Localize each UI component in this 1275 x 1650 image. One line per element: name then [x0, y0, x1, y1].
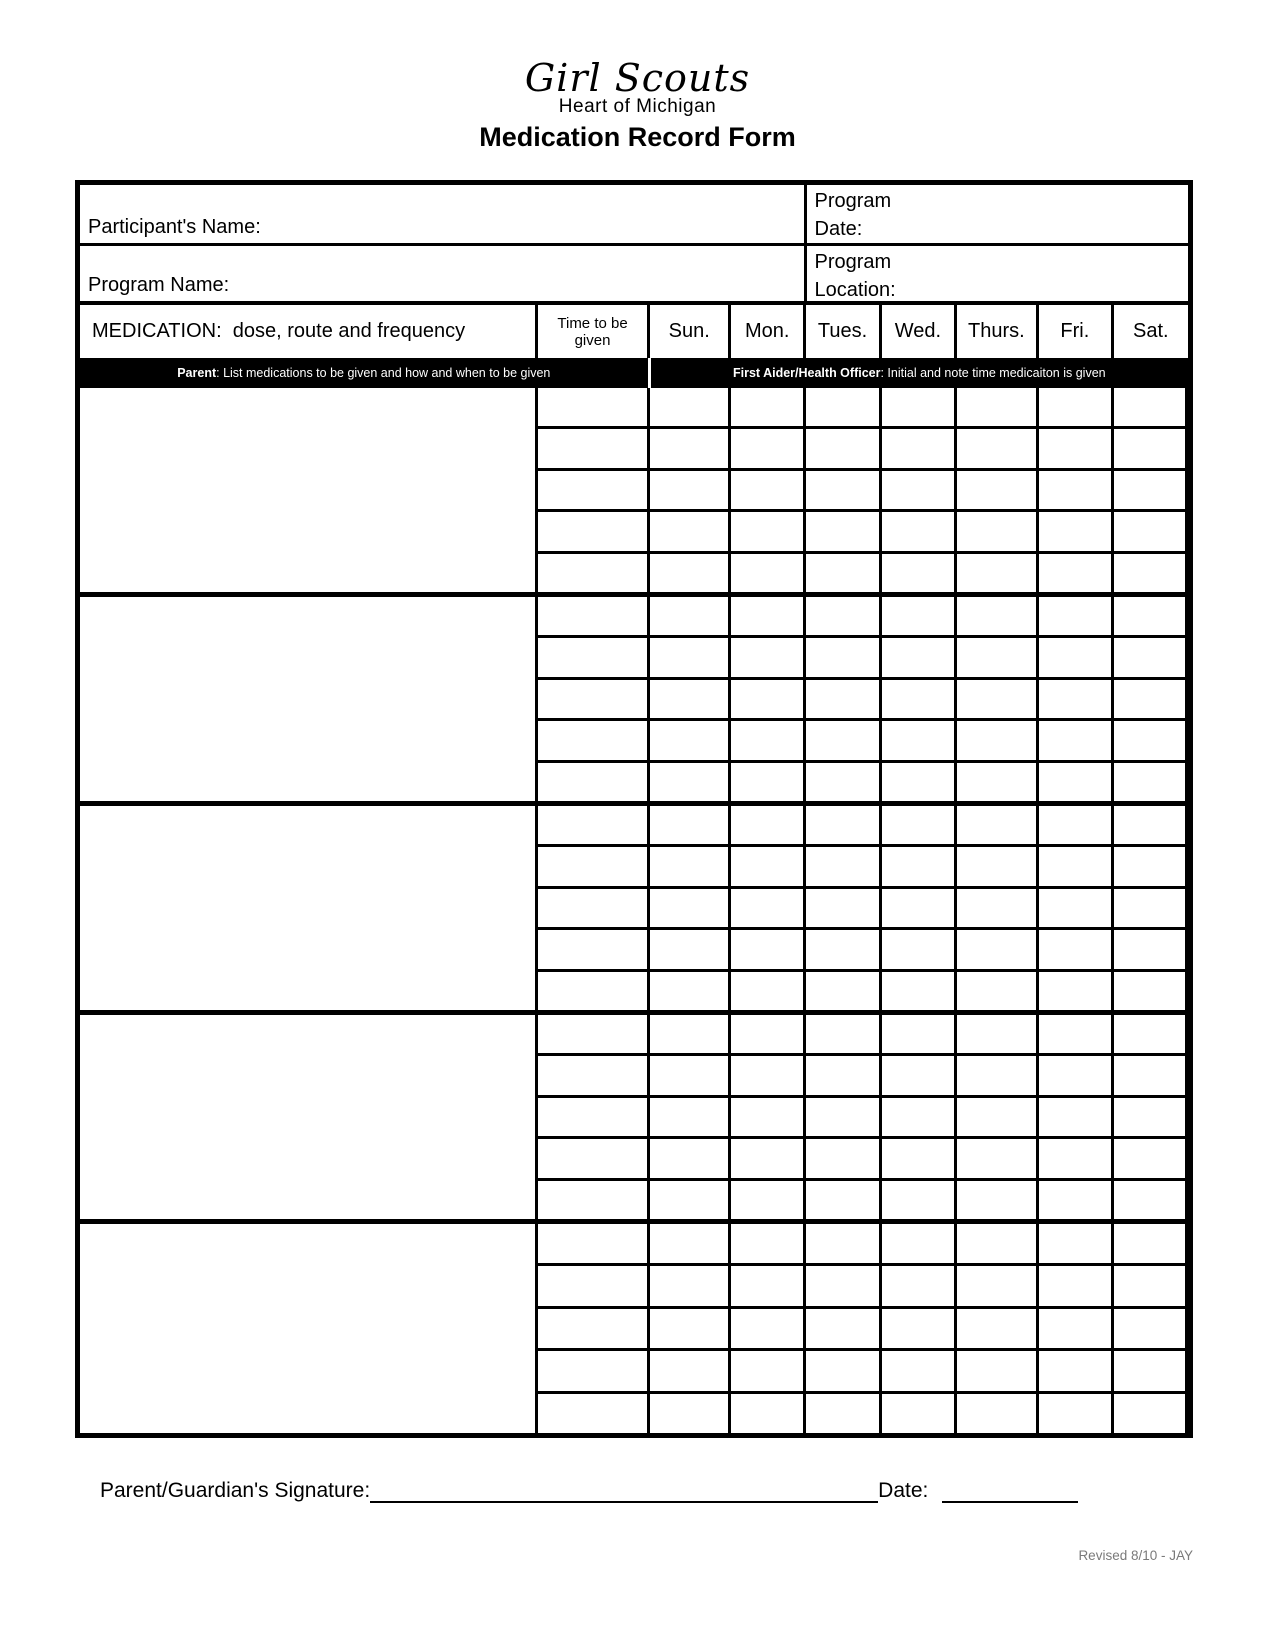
time-given-cell[interactable] [538, 1056, 650, 1094]
initial-cell-wed[interactable] [882, 930, 956, 968]
initial-cell-sun[interactable] [650, 847, 732, 885]
initial-cell-fri[interactable] [1039, 1056, 1113, 1094]
dose-rows-wrap [538, 388, 1188, 592]
initial-cell-thurs[interactable] [957, 1224, 1040, 1263]
time-given-cell[interactable] [538, 1266, 650, 1305]
time-given-cell[interactable] [538, 471, 650, 509]
initial-cell-wed[interactable] [882, 1394, 956, 1433]
initial-cell-thurs[interactable] [957, 680, 1040, 718]
initial-cell-sat[interactable] [1114, 806, 1188, 844]
initial-cell-tues[interactable] [806, 638, 882, 676]
dose-row [538, 1015, 1188, 1056]
initial-cell-fri[interactable] [1039, 1351, 1113, 1390]
time-given-cell[interactable] [538, 1098, 650, 1136]
initial-cell-sat[interactable] [1114, 680, 1188, 718]
initial-cell-tues[interactable] [806, 388, 882, 426]
initial-cell-tues[interactable] [806, 930, 882, 968]
initial-cell-mon[interactable] [731, 1309, 805, 1348]
initial-cell-mon[interactable] [731, 1394, 805, 1433]
initial-cell-sun[interactable] [650, 972, 732, 1010]
initial-cell-thurs[interactable] [957, 1394, 1040, 1433]
medication-group-3 [80, 806, 1188, 1015]
initial-cell-tues[interactable] [806, 1309, 882, 1348]
initial-cell-sun[interactable] [650, 763, 732, 801]
initial-cell-tues[interactable] [806, 763, 882, 801]
initial-cell-thurs[interactable] [957, 1266, 1040, 1305]
initial-cell-fri[interactable] [1039, 1139, 1113, 1177]
initial-cell-tues[interactable] [806, 721, 882, 759]
dose-row [538, 721, 1188, 762]
initial-cell-sat[interactable] [1114, 1015, 1188, 1053]
medication-group-1 [80, 388, 1188, 597]
participant-name-label: Participant's Name: [88, 216, 261, 238]
initial-cell-mon[interactable] [731, 1224, 805, 1263]
initial-cell-sat[interactable] [1114, 554, 1188, 592]
initial-cell-wed[interactable] [882, 721, 956, 759]
initial-cell-tues[interactable] [806, 512, 882, 550]
program-location-label-line2: Location: [814, 279, 896, 301]
initial-cell-tues[interactable] [806, 1098, 882, 1136]
dose-row [538, 680, 1188, 721]
initial-cell-thurs[interactable] [957, 889, 1040, 927]
initial-cell-sun[interactable] [650, 1394, 732, 1433]
initial-cell-sat[interactable] [1114, 429, 1188, 467]
instruction-bar [80, 358, 1188, 388]
time-given-cell[interactable] [538, 554, 650, 592]
initial-cell-sun[interactable] [650, 1139, 732, 1177]
time-given-cell[interactable] [538, 763, 650, 801]
initial-cell-wed[interactable] [882, 1181, 956, 1219]
initial-cell-wed[interactable] [882, 806, 956, 844]
initial-cell-fri[interactable] [1039, 1224, 1113, 1263]
medication-table [75, 180, 1193, 1438]
initial-cell-wed[interactable] [882, 1098, 956, 1136]
initial-cell-fri[interactable] [1039, 1309, 1113, 1348]
initial-cell-thurs[interactable] [957, 471, 1040, 509]
initial-cell-tues[interactable] [806, 1181, 882, 1219]
initial-cell-wed[interactable] [882, 1015, 956, 1053]
initial-cell-mon[interactable] [731, 763, 805, 801]
initial-cell-mon[interactable] [731, 1056, 805, 1094]
program-location-label-line1: Program [814, 251, 892, 273]
initial-cell-thurs[interactable] [957, 847, 1040, 885]
initial-cell-sat[interactable] [1114, 721, 1188, 759]
revision-note: Revised 8/10 - JAY [1078, 1548, 1193, 1563]
initial-cell-wed[interactable] [882, 763, 956, 801]
dose-row [538, 1224, 1188, 1266]
initial-cell-fri[interactable] [1039, 471, 1113, 509]
signature-line[interactable] [370, 1501, 878, 1503]
time-given-cell[interactable] [538, 597, 650, 635]
initial-cell-sun[interactable] [650, 1015, 732, 1053]
time-given-cell[interactable] [538, 930, 650, 968]
dose-row [538, 388, 1188, 429]
dose-row [538, 806, 1188, 847]
time-given-cell[interactable] [538, 388, 650, 426]
initial-cell-sat[interactable] [1114, 1098, 1188, 1136]
initial-cell-sun[interactable] [650, 429, 732, 467]
time-given-cell[interactable] [538, 721, 650, 759]
dose-row [538, 554, 1188, 592]
initial-cell-sun[interactable] [650, 1309, 732, 1348]
initial-cell-sat[interactable] [1114, 597, 1188, 635]
initial-cell-wed[interactable] [882, 889, 956, 927]
time-given-cell[interactable] [538, 806, 650, 844]
initial-cell-tues[interactable] [806, 1056, 882, 1094]
initial-cell-sat[interactable] [1114, 1309, 1188, 1348]
initial-cell-mon[interactable] [731, 512, 805, 550]
initial-cell-mon[interactable] [731, 972, 805, 1010]
initial-cell-sun[interactable] [650, 512, 732, 550]
initial-cell-sat[interactable] [1114, 763, 1188, 801]
day-header-tues: Tues. [806, 305, 882, 358]
time-given-cell[interactable] [538, 680, 650, 718]
program-location-field[interactable] [804, 246, 1188, 301]
time-given-cell[interactable] [538, 1394, 650, 1433]
initial-cell-tues[interactable] [806, 1394, 882, 1433]
day-header-mon: Mon. [731, 305, 805, 358]
program-date-field[interactable] [804, 185, 1188, 243]
initial-cell-thurs[interactable] [957, 1181, 1040, 1219]
initial-cell-thurs[interactable] [957, 763, 1040, 801]
initial-cell-fri[interactable] [1039, 638, 1113, 676]
medication-entry-cell[interactable] [80, 597, 538, 801]
medication-entry-cell[interactable] [80, 806, 538, 1010]
dose-row [538, 1139, 1188, 1180]
dose-row [538, 512, 1188, 553]
first-aider-instruction: First Aider/Health Officer : Initial and note time medicaiton is given [651, 358, 1188, 388]
initial-cell-tues[interactable] [806, 1266, 882, 1305]
initial-cell-tues[interactable] [806, 554, 882, 592]
initial-cell-sat[interactable] [1114, 1266, 1188, 1305]
initial-cell-wed[interactable] [882, 1351, 956, 1390]
initial-cell-fri[interactable] [1039, 972, 1113, 1010]
initial-cell-thurs[interactable] [957, 638, 1040, 676]
initial-cell-thurs[interactable] [957, 806, 1040, 844]
time-given-cell[interactable] [538, 1224, 650, 1263]
initial-cell-tues[interactable] [806, 1015, 882, 1053]
dose-row [538, 930, 1188, 971]
initial-cell-wed[interactable] [882, 554, 956, 592]
time-given-cell[interactable] [538, 972, 650, 1010]
day-header-sun: Sun. [650, 305, 732, 358]
time-given-cell[interactable] [538, 512, 650, 550]
medication-entry-cell[interactable] [80, 1224, 538, 1433]
medication-grid-body [80, 388, 1188, 1433]
initial-cell-tues[interactable] [806, 806, 882, 844]
medication-group-2 [80, 597, 1188, 806]
initial-cell-thurs[interactable] [957, 1098, 1040, 1136]
initial-cell-thurs[interactable] [957, 1015, 1040, 1053]
participant-row [80, 185, 1188, 246]
day-header-sat: Sat. [1132, 320, 1169, 342]
initial-cell-fri[interactable] [1039, 721, 1113, 759]
initial-cell-sun[interactable] [650, 721, 732, 759]
dose-row [538, 1351, 1188, 1393]
initial-cell-thurs[interactable] [957, 554, 1040, 592]
time-given-cell[interactable] [538, 1181, 650, 1219]
initial-cell-wed[interactable] [882, 1309, 956, 1348]
initial-cell-sun[interactable] [650, 1224, 732, 1263]
program-date-label-line2: Date: [814, 218, 863, 240]
medication-column-header: MEDICATION: dose, route and frequency [80, 305, 538, 358]
dose-row [538, 763, 1188, 801]
medication-group-4 [80, 1015, 1188, 1224]
girl-scouts-logo: Girl Scouts [524, 56, 751, 100]
initial-cell-wed[interactable] [882, 680, 956, 718]
day-header-fri: Fri. [1039, 305, 1113, 358]
signature-label: Parent/Guardian's Signature: [100, 1479, 371, 1502]
initial-cell-mon[interactable] [731, 1181, 805, 1219]
initial-cell-sun[interactable] [650, 889, 732, 927]
program-name-field[interactable] [80, 246, 804, 301]
time-given-cell[interactable] [538, 1351, 650, 1390]
initial-cell-fri[interactable] [1039, 388, 1113, 426]
initial-cell-sat[interactable] [1114, 1139, 1188, 1177]
program-row [80, 246, 1188, 305]
dose-row [538, 597, 1188, 638]
participant-name-field[interactable] [80, 185, 804, 243]
column-header-row [80, 305, 1188, 358]
initial-cell-thurs[interactable] [957, 1351, 1040, 1390]
logo-subtitle: Heart of Michigan [558, 96, 717, 117]
initial-cell-fri[interactable] [1039, 763, 1113, 801]
dose-row [538, 972, 1188, 1010]
initial-cell-fri[interactable] [1039, 1015, 1113, 1053]
initial-cell-sun[interactable] [650, 1181, 732, 1219]
dose-row [538, 847, 1188, 888]
initial-cell-thurs[interactable] [957, 1309, 1040, 1348]
initial-cell-mon[interactable] [731, 471, 805, 509]
initial-cell-sat[interactable] [1114, 471, 1188, 509]
initial-cell-sun[interactable] [650, 1098, 732, 1136]
dose-rows-wrap [538, 1224, 1188, 1433]
initial-cell-sat[interactable] [1114, 1181, 1188, 1219]
time-given-cell[interactable] [538, 889, 650, 927]
initial-cell-mon[interactable] [731, 680, 805, 718]
program-name-label: Program Name: [88, 274, 230, 296]
medication-entry-cell[interactable] [80, 388, 538, 592]
initial-cell-sat[interactable] [1114, 512, 1188, 550]
initial-cell-sat[interactable] [1114, 1394, 1188, 1433]
date-label: Date: [878, 1479, 929, 1502]
initial-cell-mon[interactable] [731, 889, 805, 927]
initial-cell-mon[interactable] [731, 930, 805, 968]
initial-cell-mon[interactable] [731, 1015, 805, 1053]
initial-cell-wed[interactable] [882, 388, 956, 426]
initial-cell-wed[interactable] [882, 1056, 956, 1094]
initial-cell-mon[interactable] [731, 597, 805, 635]
day-header-wed: Wed. [882, 305, 956, 358]
signature-row [100, 1478, 1160, 1504]
time-given-cell[interactable] [538, 1309, 650, 1348]
time-given-cell[interactable] [538, 847, 650, 885]
medication-group-5 [80, 1224, 1188, 1433]
time-given-cell[interactable] [538, 638, 650, 676]
initial-cell-sat[interactable] [1114, 972, 1188, 1010]
dose-row [538, 1266, 1188, 1308]
page-title: Medication Record Form [479, 122, 796, 152]
initial-cell-fri[interactable] [1039, 847, 1113, 885]
initial-cell-mon[interactable] [731, 638, 805, 676]
initial-cell-sun[interactable] [650, 554, 732, 592]
initial-cell-fri[interactable] [1039, 429, 1113, 467]
initial-cell-mon[interactable] [731, 721, 805, 759]
initial-cell-sat[interactable] [1114, 1056, 1188, 1094]
initial-cell-fri[interactable] [1039, 889, 1113, 927]
initial-cell-thurs[interactable] [957, 1056, 1040, 1094]
initial-cell-sun[interactable] [650, 597, 732, 635]
initial-cell-thurs[interactable] [957, 429, 1040, 467]
initial-cell-sun[interactable] [650, 680, 732, 718]
initial-cell-tues[interactable] [806, 471, 882, 509]
initial-cell-thurs[interactable] [957, 512, 1040, 550]
initial-cell-sun[interactable] [650, 1351, 732, 1390]
date-line[interactable] [942, 1501, 1078, 1503]
initial-cell-sat[interactable] [1114, 847, 1188, 885]
initial-cell-wed[interactable] [882, 471, 956, 509]
initial-cell-thurs[interactable] [957, 1139, 1040, 1177]
dose-row [538, 889, 1188, 930]
initial-cell-fri[interactable] [1039, 680, 1113, 718]
initial-cell-sun[interactable] [650, 1266, 732, 1305]
initial-cell-sat[interactable] [1114, 388, 1188, 426]
initial-cell-tues[interactable] [806, 1139, 882, 1177]
initial-cell-mon[interactable] [731, 1266, 805, 1305]
initial-cell-fri[interactable] [1039, 930, 1113, 968]
initial-cell-mon[interactable] [731, 1351, 805, 1390]
initial-cell-thurs[interactable] [957, 721, 1040, 759]
time-given-cell[interactable] [538, 1015, 650, 1053]
initial-cell-sun[interactable] [650, 388, 732, 426]
initial-cell-tues[interactable] [806, 847, 882, 885]
dose-row [538, 1309, 1188, 1351]
dose-rows-wrap [538, 806, 1188, 1010]
initial-cell-fri[interactable] [1039, 597, 1113, 635]
initial-cell-sat[interactable] [1114, 638, 1188, 676]
initial-cell-sat[interactable] [1114, 930, 1188, 968]
initial-cell-tues[interactable] [806, 597, 882, 635]
dose-row [538, 1181, 1188, 1219]
initial-cell-fri[interactable] [1039, 554, 1113, 592]
initial-cell-mon[interactable] [731, 1098, 805, 1136]
initial-cell-mon[interactable] [731, 1139, 805, 1177]
initial-cell-fri[interactable] [1039, 1181, 1113, 1219]
dose-row [538, 471, 1188, 512]
initial-cell-tues[interactable] [806, 972, 882, 1010]
initial-cell-fri[interactable] [1039, 1098, 1113, 1136]
program-date-label-line1: Program [814, 190, 892, 212]
initial-cell-sat[interactable] [1114, 1351, 1188, 1390]
dose-row [538, 1098, 1188, 1139]
day-header-wrap [538, 305, 1188, 358]
initial-cell-wed[interactable] [882, 429, 956, 467]
dose-row [538, 638, 1188, 679]
initial-cell-wed[interactable] [882, 847, 956, 885]
parent-instruction: Parent : List medications to be given and how and when to be given [80, 358, 651, 388]
initial-cell-thurs[interactable] [957, 972, 1040, 1010]
initial-cell-fri[interactable] [1039, 512, 1113, 550]
initial-cell-tues[interactable] [806, 429, 882, 467]
initial-cell-wed[interactable] [882, 512, 956, 550]
dose-row [538, 1056, 1188, 1097]
initial-cell-mon[interactable] [731, 388, 805, 426]
day-header-thurs: Thurs. [957, 305, 1040, 358]
initial-cell-thurs[interactable] [957, 930, 1040, 968]
dose-row [538, 429, 1188, 470]
initial-cell-mon[interactable] [731, 806, 805, 844]
initial-cell-wed[interactable] [882, 1224, 956, 1263]
initial-cell-tues[interactable] [806, 1351, 882, 1390]
initial-cell-thurs[interactable] [957, 388, 1040, 426]
initial-cell-mon[interactable] [731, 429, 805, 467]
initial-cell-tues[interactable] [806, 680, 882, 718]
time-column-header: Time to be given [538, 305, 650, 358]
initial-cell-mon[interactable] [731, 554, 805, 592]
initial-cell-sun[interactable] [650, 930, 732, 968]
initial-cell-fri[interactable] [1039, 1266, 1113, 1305]
initial-cell-tues[interactable] [806, 1224, 882, 1263]
initial-cell-fri[interactable] [1039, 806, 1113, 844]
initial-cell-tues[interactable] [806, 889, 882, 927]
initial-cell-sat[interactable] [1114, 1224, 1188, 1263]
initial-cell-thurs[interactable] [957, 597, 1040, 635]
initial-cell-mon[interactable] [731, 847, 805, 885]
initial-cell-wed[interactable] [882, 1266, 956, 1305]
dose-rows-wrap [538, 1015, 1188, 1219]
initial-cell-sun[interactable] [650, 1056, 732, 1094]
dose-rows-wrap [538, 597, 1188, 801]
initial-cell-wed[interactable] [882, 638, 956, 676]
initial-cell-sat[interactable] [1114, 889, 1188, 927]
time-given-cell[interactable] [538, 429, 650, 467]
header-block [0, 58, 1275, 152]
initial-cell-sun[interactable] [650, 638, 732, 676]
dose-row [538, 1394, 1188, 1433]
time-given-cell[interactable] [538, 1139, 650, 1177]
initial-cell-wed[interactable] [882, 972, 956, 1010]
initial-cell-fri[interactable] [1039, 1394, 1113, 1433]
initial-cell-sun[interactable] [650, 806, 732, 844]
initial-cell-wed[interactable] [882, 597, 956, 635]
initial-cell-sun[interactable] [650, 471, 732, 509]
medication-entry-cell[interactable] [80, 1015, 538, 1219]
initial-cell-wed[interactable] [882, 1139, 956, 1177]
